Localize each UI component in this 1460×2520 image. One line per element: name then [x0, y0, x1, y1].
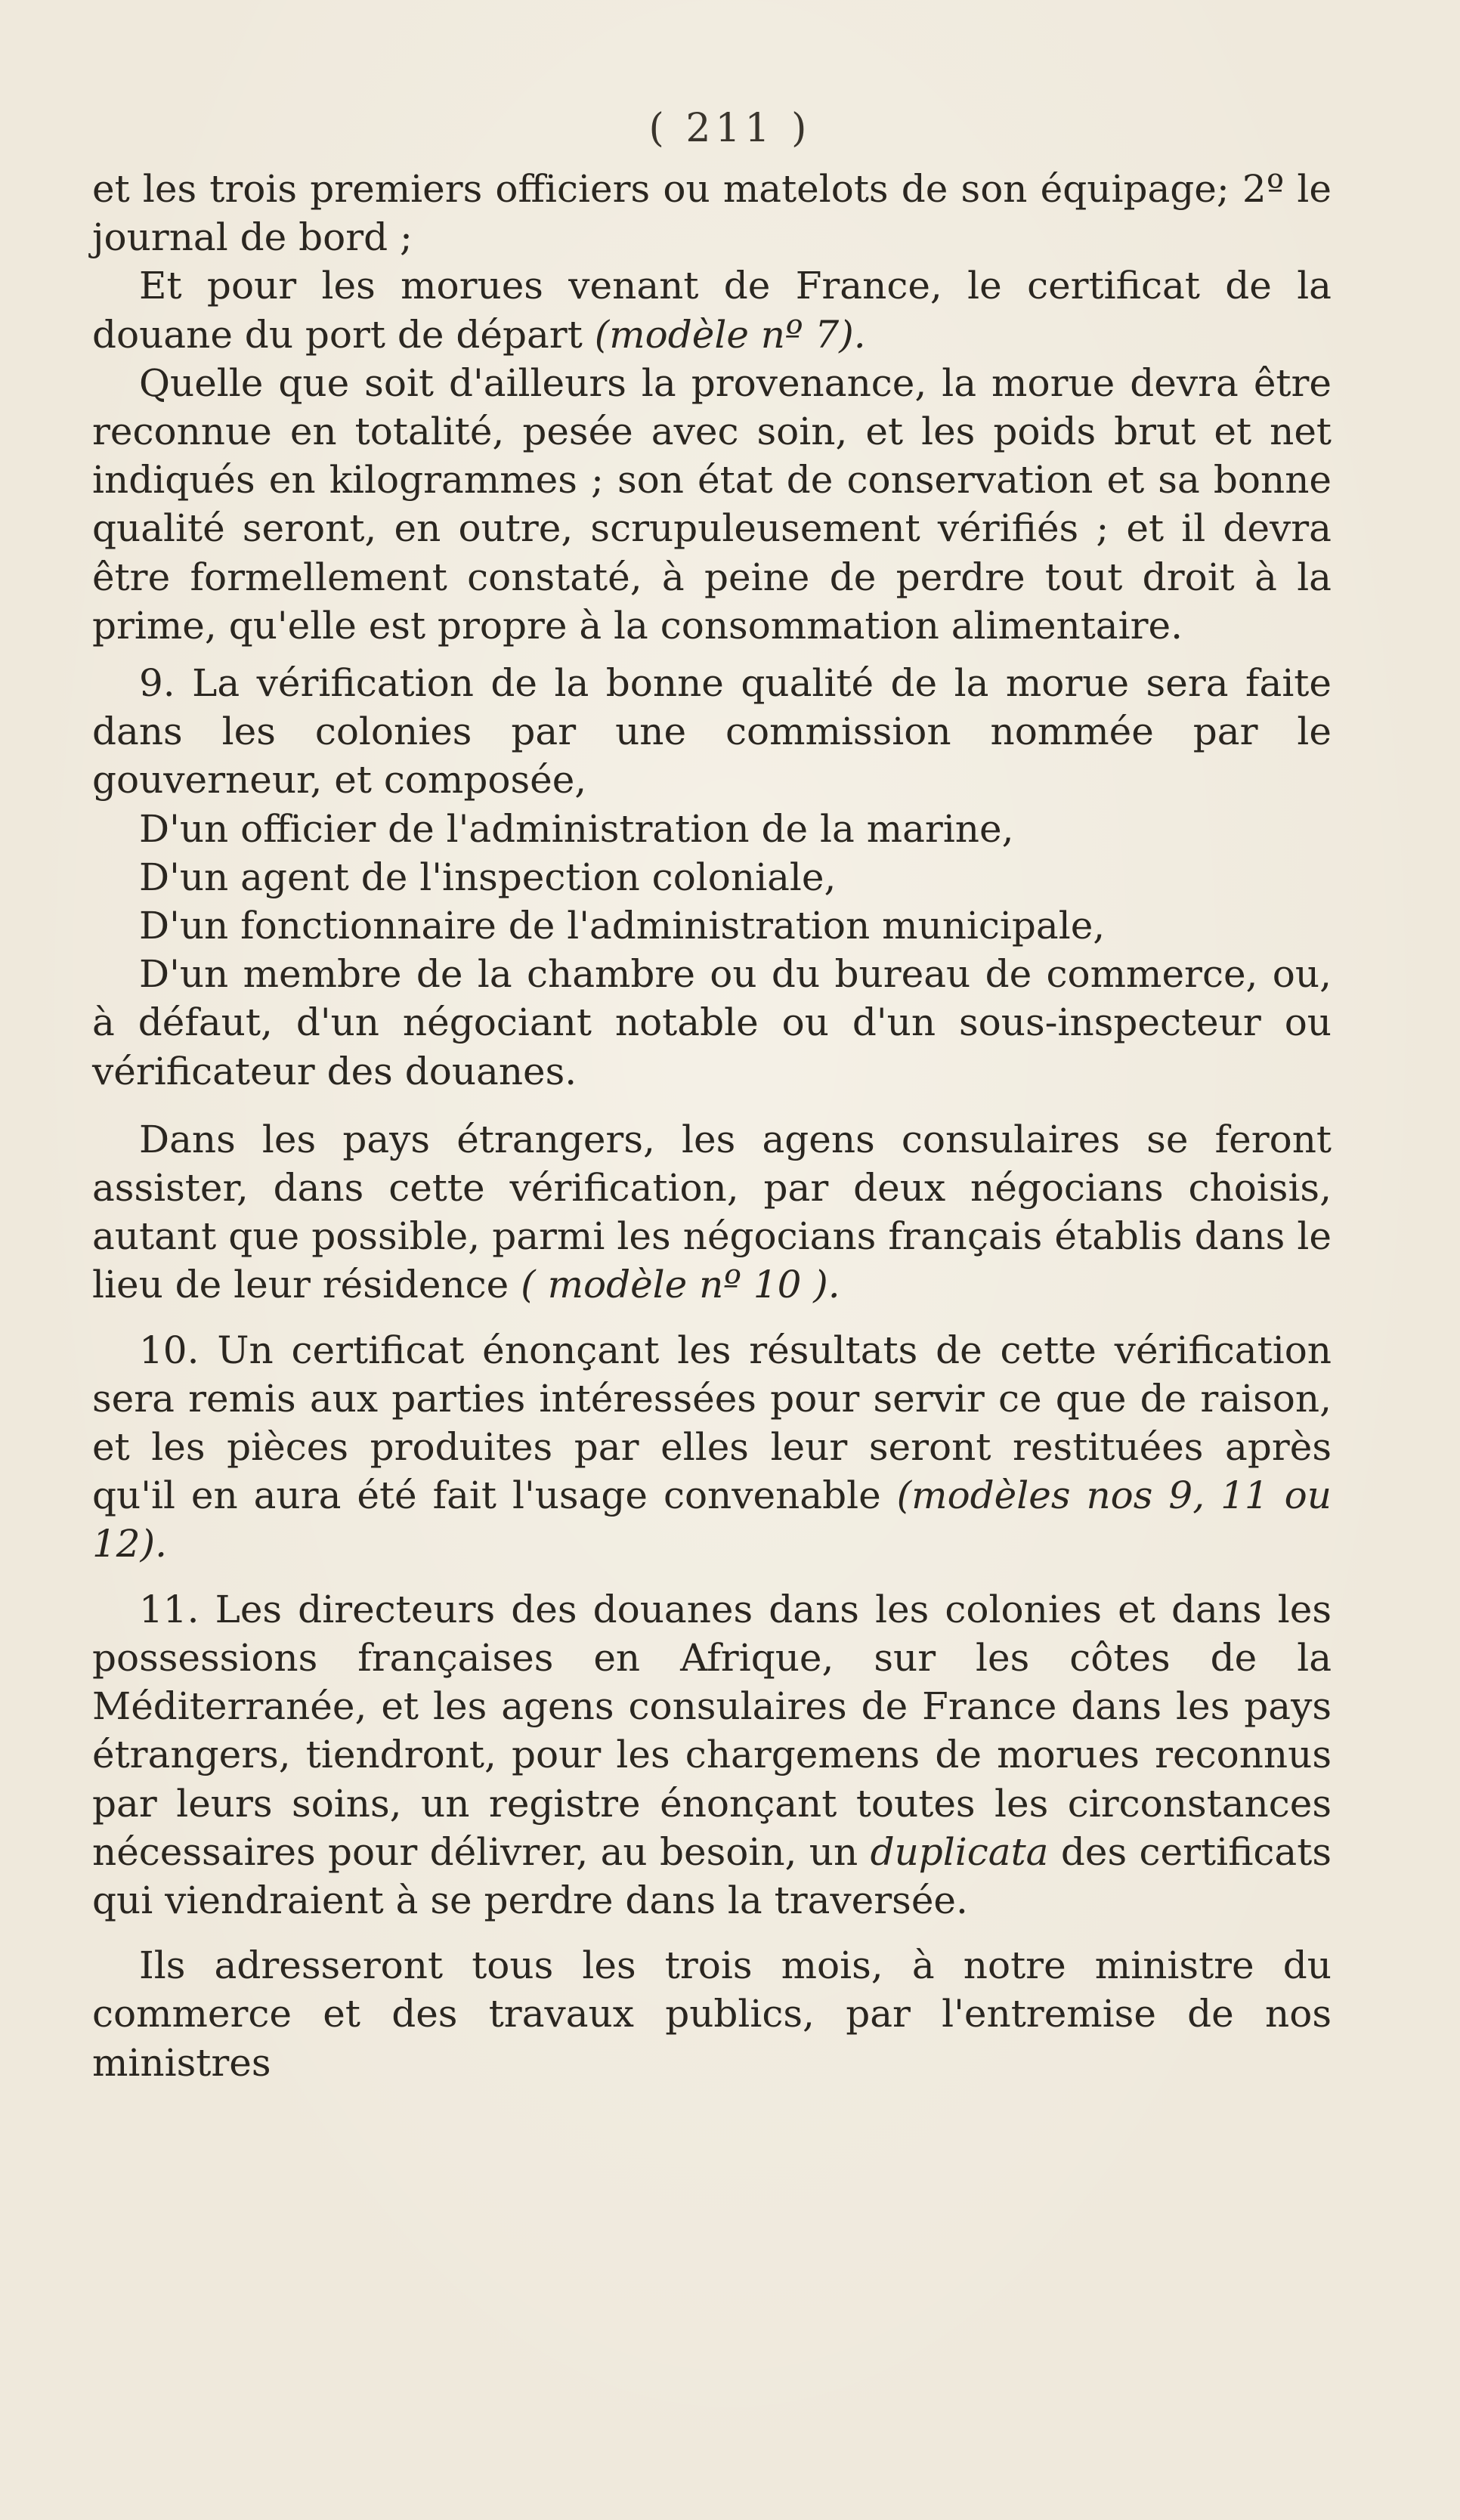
paragraph-text: et les trois premiers officiers ou matelots de son équipage; 2º le journal de bord ; [92, 167, 1332, 260]
commission-member-item [92, 853, 1332, 901]
paragraph [92, 1941, 1332, 2087]
paragraph-text-continued: des certificats qui viendraient à se perdre dans la traversée. [92, 1829, 1332, 1922]
paragraph-text: Et pour les morues venant de France, le certificat de la douane du port de départ [92, 264, 1332, 357]
duplicata-term: duplicata [870, 1829, 1049, 1874]
paragraph [92, 359, 1332, 650]
body-text [92, 165, 1332, 2087]
paragraph-text: 9. La vérification de la bonne qualité de la morue sera faite dans les colonies par une commission nommée par le gouverneur, et composée, [92, 661, 1332, 802]
paragraph-text: 10. Un certificat énonçant les résultats de cette vérification sera remis aux parties intéressées pour servir ce que de raison, et les pièces produites par elles leur seront restituées après qu'il en aura été fait l'usage convenable [92, 1328, 1332, 1518]
page-number: ( 211 ) [648, 106, 812, 151]
article-10-paragraph [92, 1326, 1332, 1569]
paragraph-text: D'un fonctionnaire de l'administration municipale, [139, 904, 1106, 948]
paragraph-text: Ils adresseront tous les trois mois, à notre ministre du commerce et des travaux publics, par l'entremise de nos ministres [92, 1943, 1332, 2085]
paragraph-text: Quelle que soit d'ailleurs la provenance, la morue devra être reconnue en totalité, pesée avec soin, et les poids brut et net indiqués en kilogrammes ; son état de conservation et sa bonne qualité seront, en outre, scrupuleusement vérifiés ; et il devra être formellement constaté, à peine de perdre tout droit à la prime, qu'elle est propre à la consommation alimentaire. [92, 360, 1332, 648]
article-9-paragraph [92, 659, 1332, 805]
commission-member-item [92, 805, 1332, 853]
paragraph-text: D'un officier de l'administration de la marine, [139, 806, 1014, 851]
paragraph [92, 261, 1332, 358]
paragraph-text: 11. Les directeurs des douanes dans les colonies et dans les possessions françaises en Afrique, sur les côtes de la Méditerranée, et les agens consulaires de France dans les pays étrangers, tiendront, pour les chargemens de morues reconnus par leurs soins, un registre énonçant toutes les circonstances nécessaires pour délivrer, au besoin, un [92, 1587, 1332, 1874]
commission-member-item [92, 901, 1332, 950]
paragraph-text: D'un agent de l'inspection coloniale, [139, 855, 837, 899]
paragraph [92, 1115, 1332, 1309]
model-reference: (modèle nº 7). [594, 312, 866, 357]
paragraph-text: Dans les pays étrangers, les agens consulaires se feront assister, dans cette vérification, par deux négocians choisis, autant que possible, parmi les négocians français établis dans le lieu de leur résidence [92, 1117, 1332, 1307]
model-reference: (modèles nos 9, 11 ou 12). [92, 1473, 1332, 1566]
paragraph-text: D'un membre de la chambre ou du bureau de commerce, ou, à défaut, d'un négociant notable ou d'un sous-inspecteur ou vérificateur des douanes. [92, 952, 1332, 1093]
paragraph [92, 165, 1332, 261]
model-reference: ( modèle nº 10 ). [521, 1263, 840, 1307]
article-11-paragraph [92, 1585, 1332, 1925]
commission-member-item [92, 950, 1332, 1096]
